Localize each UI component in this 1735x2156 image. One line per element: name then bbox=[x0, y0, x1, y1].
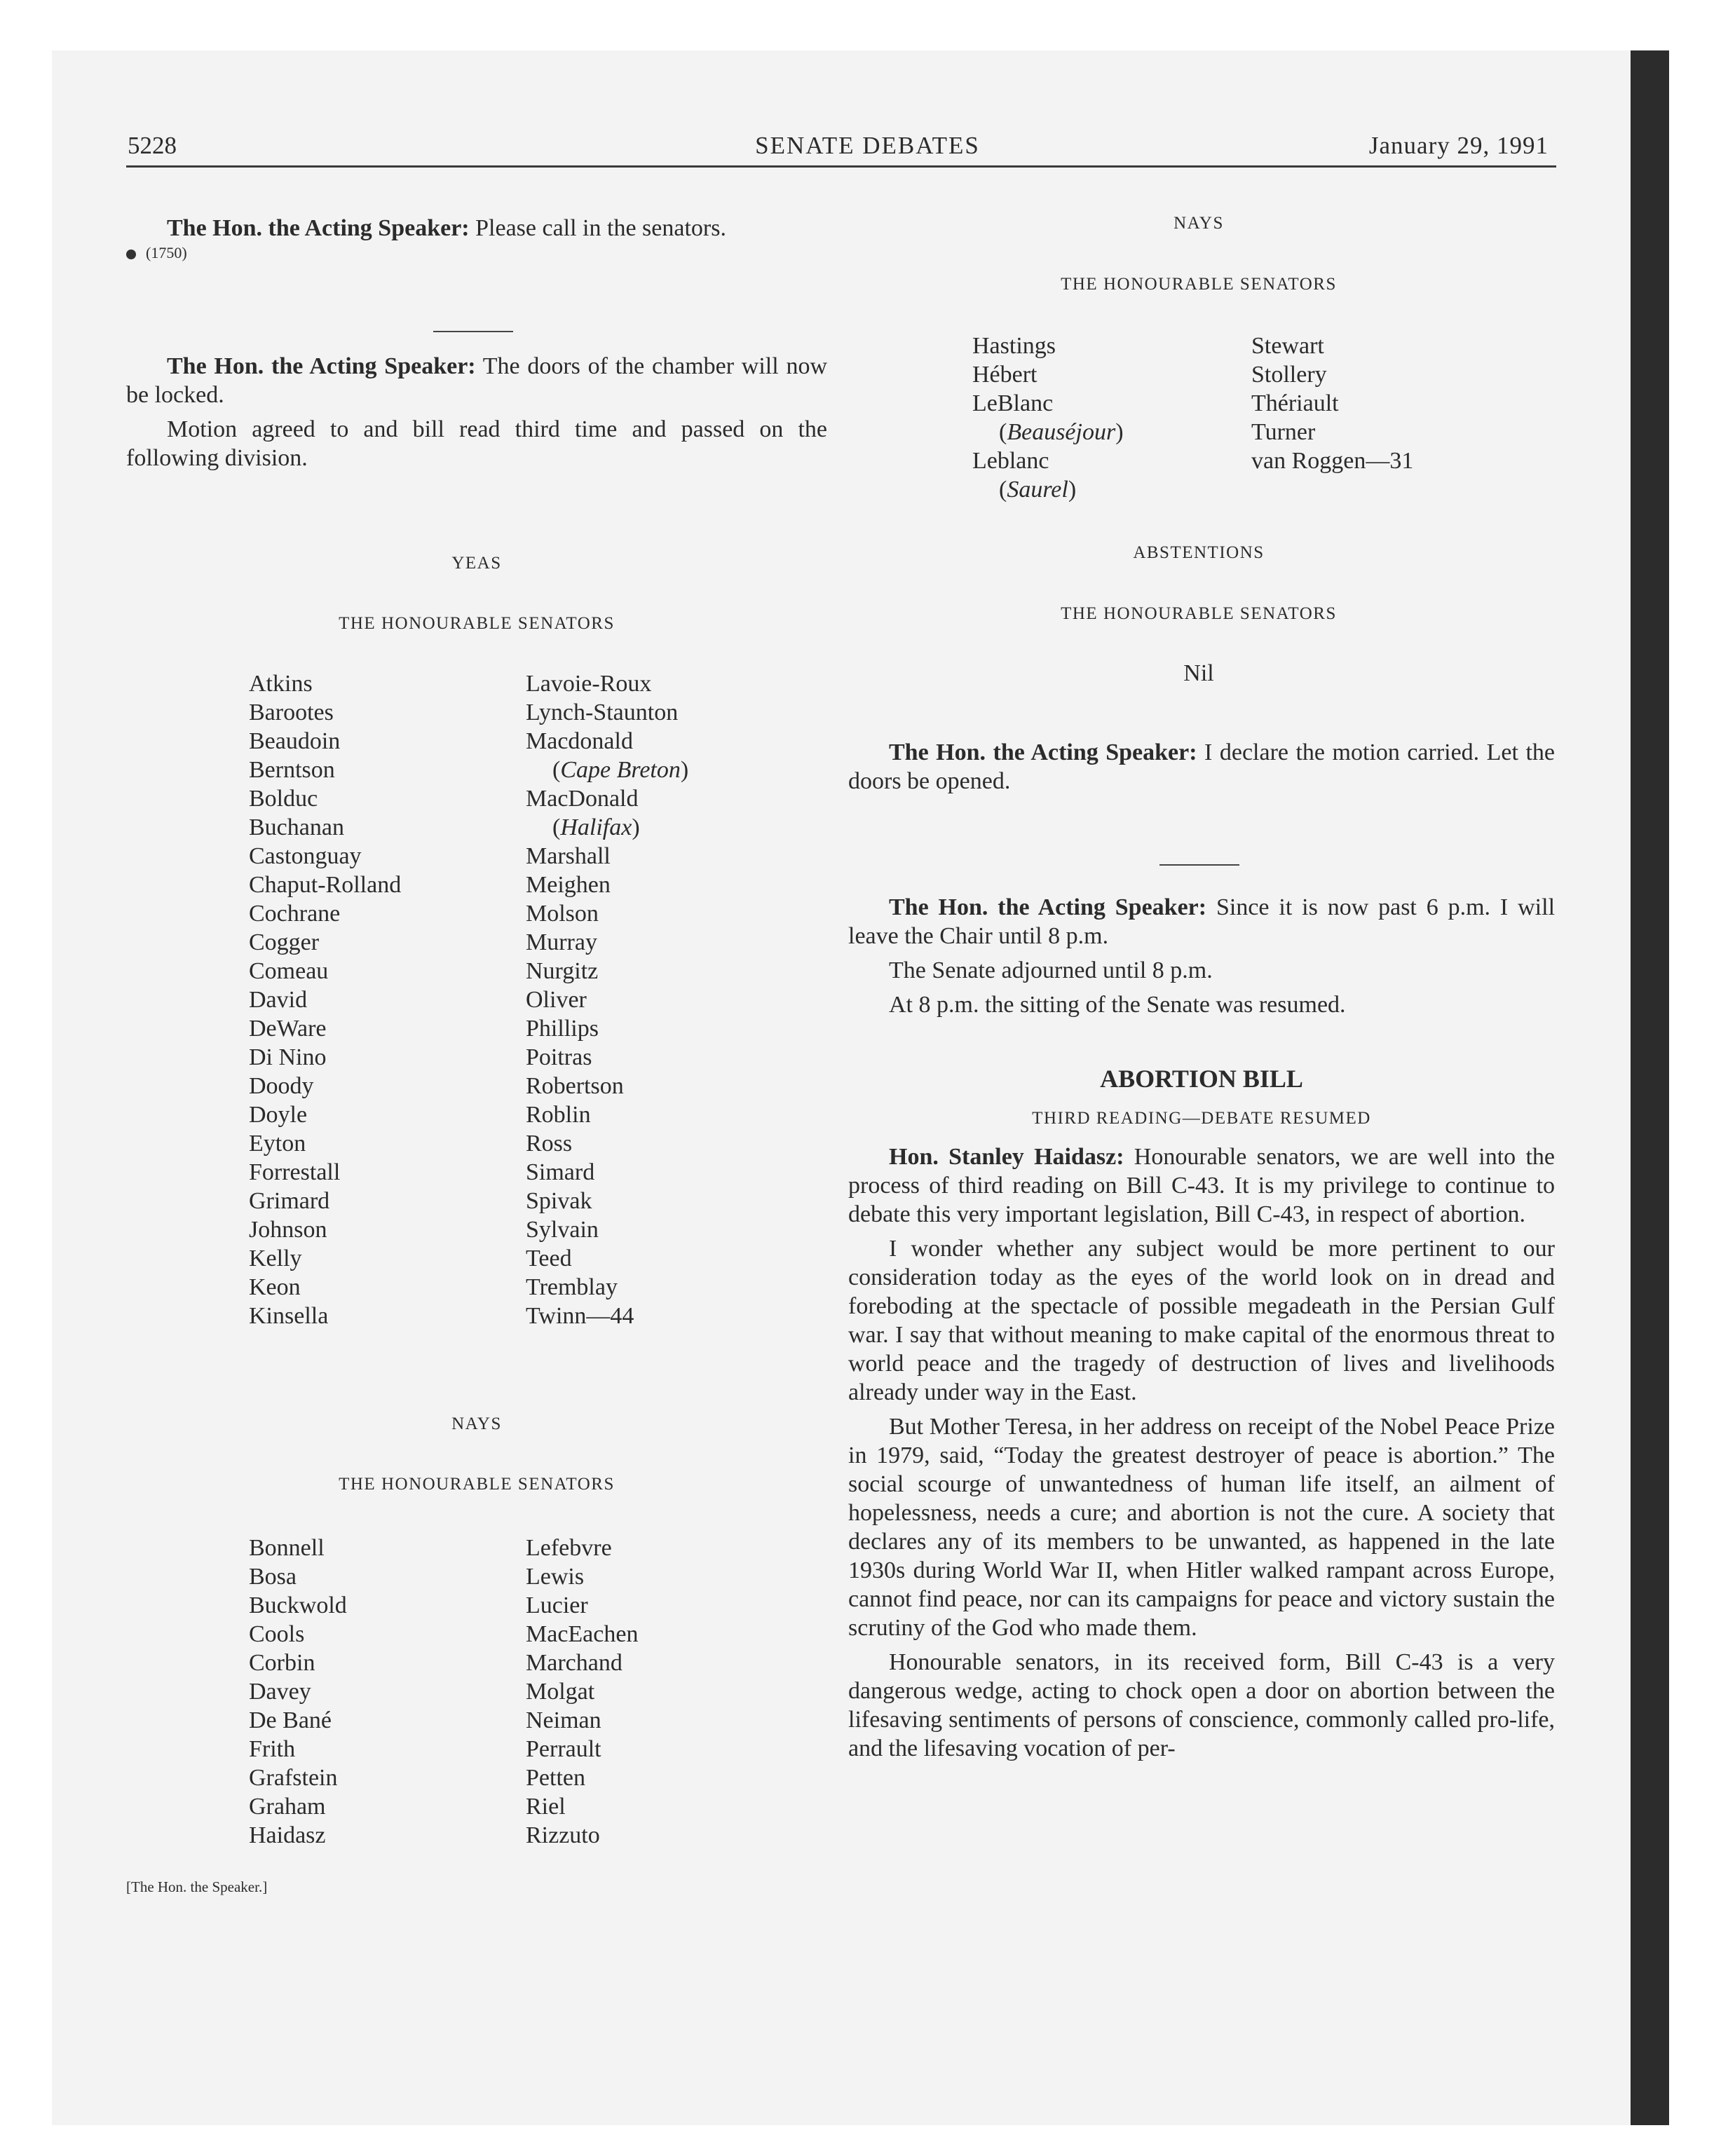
senator-name: Keon bbox=[249, 1274, 301, 1300]
senator-name: (Beauséjour) bbox=[999, 419, 1124, 445]
senator-name: Haidasz bbox=[249, 1822, 326, 1848]
paragraph: The Senate adjourned until 8 p.m. bbox=[889, 957, 1213, 983]
senator-name: Hastings bbox=[972, 333, 1056, 359]
senator-name: Poitras bbox=[526, 1044, 592, 1070]
senator-name: Beaudoin bbox=[249, 728, 341, 754]
paragraph: At 8 p.m. the sitting of the Senate was resumed. bbox=[889, 992, 1346, 1018]
senator-name: MacDonald bbox=[526, 786, 639, 812]
paragraph-text: Please call in the senators. bbox=[469, 215, 726, 241]
senator-name: Berntson bbox=[249, 757, 335, 783]
senator-name: Bolduc bbox=[249, 786, 318, 812]
right-column-block1 bbox=[848, 738, 1555, 796]
speaker-paragraph bbox=[126, 352, 827, 409]
senator-name: Marchand bbox=[526, 1650, 622, 1676]
senator-name: LeBlanc bbox=[972, 390, 1054, 416]
yeas-subheading: THE HONOURABLE SENATORS bbox=[339, 614, 615, 633]
paragraph: But Mother Teresa, in her address on receipt of the Nobel Peace Prize in 1979, said, “Today the greatest destroyer of peace is abortion.” The social scourge of unwantedness of human life itself, an ailment of hopelessness, needs a cure; and abortion is not the cure. A society that declares any of its members to be unwanted, as happened in the late 1930s during World War II, when Hitler walked rampant across Europe, cannot find peace, nor can its campaigns for peace and victory sustain the scrutiny of the God who made them. bbox=[848, 1414, 1555, 1641]
abstentions-heading: ABSTENTIONS bbox=[1133, 543, 1265, 562]
senator-name: Macdonald bbox=[526, 728, 633, 754]
senator-name: Robertson bbox=[526, 1073, 624, 1099]
nays-subheading: THE HONOURABLE SENATORS bbox=[339, 1475, 615, 1494]
abstentions-value: Nil bbox=[1183, 660, 1214, 686]
senator-name: Davey bbox=[249, 1679, 311, 1705]
senator-name: Barootes bbox=[249, 700, 334, 725]
senator-name: Perrault bbox=[526, 1736, 601, 1762]
senator-name: Spivak bbox=[526, 1188, 592, 1214]
page-number: 5228 bbox=[128, 132, 177, 159]
senator-name: Graham bbox=[249, 1794, 326, 1820]
senator-name: Lynch-Staunton bbox=[526, 700, 679, 725]
bullet-icon bbox=[126, 250, 136, 259]
speaker-paragraph bbox=[848, 1142, 1555, 1229]
senator-name: Phillips bbox=[526, 1016, 599, 1042]
senator-name: Di Nino bbox=[249, 1044, 327, 1070]
senator-name: Kinsella bbox=[249, 1303, 329, 1329]
speaker-name: The Hon. the Acting Speaker: bbox=[889, 894, 1207, 920]
speaker-name: The Hon. the Acting Speaker: bbox=[167, 353, 476, 379]
senator-name: Nurgitz bbox=[526, 958, 599, 984]
senator-name: Chaput-Rolland bbox=[249, 872, 402, 898]
header-date: January 29, 1991 bbox=[1368, 132, 1549, 159]
paragraph-text: I declare the motion carried. Let the doors be opened. bbox=[848, 739, 1555, 794]
senator-name: Bosa bbox=[249, 1564, 297, 1590]
senator-name: Lefebvre bbox=[526, 1535, 612, 1561]
senator-name: Twinn—44 bbox=[526, 1303, 634, 1329]
right-nays-subheading: THE HONOURABLE SENATORS bbox=[1061, 275, 1337, 294]
header-rule bbox=[126, 165, 1556, 168]
senator-name: Lewis bbox=[526, 1564, 585, 1590]
senator-name: Cogger bbox=[249, 929, 320, 955]
senator-name: Buchanan bbox=[249, 814, 344, 840]
senator-name: Murray bbox=[526, 929, 597, 955]
senator-name: MacEachen bbox=[526, 1621, 639, 1647]
senator-name: Molgat bbox=[526, 1679, 595, 1705]
senator-name: Lavoie-Roux bbox=[526, 671, 652, 697]
abstentions-subheading: THE HONOURABLE SENATORS bbox=[1061, 604, 1337, 623]
right-nays-heading: NAYS bbox=[1173, 214, 1224, 233]
senator-name: Tremblay bbox=[526, 1274, 618, 1300]
senator-name: Forrestall bbox=[249, 1159, 341, 1185]
time-marker: (1750) bbox=[126, 244, 827, 262]
speaker-paragraph bbox=[848, 893, 1555, 950]
section-divider bbox=[433, 331, 513, 332]
senator-name: DeWare bbox=[249, 1016, 327, 1042]
left-column-mid bbox=[126, 352, 827, 472]
senator-name: Johnson bbox=[249, 1217, 327, 1243]
senator-name: Leblanc bbox=[972, 448, 1049, 474]
paragraph: I wonder whether any subject would be more pertinent to our consideration today as the eyes of the world look on in dread and foreboding at the spectacle of possible megadeath in the Persian Gulf war. I say that without meaning to make capital of the enormous threat to world peace and the tragedy of destruction of lives and livelihoods already under way in the East. bbox=[848, 1236, 1555, 1405]
senator-name: Grimard bbox=[249, 1188, 330, 1214]
senator-name: Stollery bbox=[1251, 362, 1327, 388]
yeas-heading: YEAS bbox=[451, 554, 502, 573]
speaker-paragraph bbox=[126, 214, 827, 243]
section-subtitle: THIRD READING—DEBATE RESUMED bbox=[1032, 1109, 1371, 1128]
senator-name: David bbox=[249, 987, 308, 1013]
senator-name: Doody bbox=[249, 1073, 314, 1099]
senator-name: (Saurel) bbox=[999, 477, 1077, 503]
senator-name: De Bané bbox=[249, 1707, 332, 1733]
senator-name: Turner bbox=[1251, 419, 1316, 445]
senator-name: Frith bbox=[249, 1736, 296, 1762]
paragraph-text: Honourable senators, we are well into the process of third reading on Bill C-43. It is my privilege to continue to debate this very important legislation, Bill C-43, in respect of abortion. bbox=[848, 1144, 1555, 1227]
senator-name: Roblin bbox=[526, 1102, 591, 1128]
nays-heading: NAYS bbox=[451, 1414, 502, 1433]
senator-name: Grafstein bbox=[249, 1765, 338, 1791]
senator-name: Simard bbox=[526, 1159, 595, 1185]
senator-name: Meighen bbox=[526, 872, 611, 898]
speaker-name: The Hon. the Acting Speaker: bbox=[167, 215, 470, 241]
senator-name: (Cape Breton) bbox=[552, 757, 689, 783]
senator-name: Comeau bbox=[249, 958, 329, 984]
paragraph: Motion agreed to and bill read third time and passed on the following division. bbox=[126, 416, 827, 471]
publication-title: SENATE DEBATES bbox=[755, 132, 980, 159]
speaker-paragraph bbox=[848, 738, 1555, 796]
senator-name: Oliver bbox=[526, 987, 587, 1013]
senator-name: Buckwold bbox=[249, 1592, 347, 1618]
right-column-block2 bbox=[848, 893, 1555, 1019]
senator-name: Ross bbox=[526, 1131, 573, 1157]
senator-name: Teed bbox=[526, 1246, 572, 1271]
senator-name: Cochrane bbox=[249, 901, 341, 927]
footer-note: [The Hon. the Speaker.] bbox=[126, 1878, 268, 1895]
senator-name: Cools bbox=[249, 1621, 305, 1647]
section-divider bbox=[1159, 864, 1239, 866]
speaker-name: The Hon. the Acting Speaker: bbox=[889, 739, 1197, 765]
speaker-name: Hon. Stanley Haidasz: bbox=[889, 1144, 1124, 1170]
senator-name: Lucier bbox=[526, 1592, 588, 1618]
scan-binding-edge bbox=[1631, 50, 1669, 2125]
senator-name: Corbin bbox=[249, 1650, 315, 1676]
senator-name: Stewart bbox=[1251, 333, 1324, 359]
right-column-speech bbox=[848, 1142, 1555, 1763]
senator-name: Marshall bbox=[526, 843, 611, 869]
senator-name: Hébert bbox=[972, 362, 1037, 388]
senator-name: (Halifax) bbox=[552, 814, 640, 840]
senator-name: Castonguay bbox=[249, 843, 362, 869]
left-column-top bbox=[126, 214, 827, 262]
senator-name: Molson bbox=[526, 901, 599, 927]
senator-name: Doyle bbox=[249, 1102, 308, 1128]
senator-name: Petten bbox=[526, 1765, 585, 1791]
senator-name: Bonnell bbox=[249, 1535, 325, 1561]
paragraph-text: Since it is now past 6 p.m. I will leave the Chair until 8 p.m. bbox=[848, 894, 1556, 949]
senator-name: Sylvain bbox=[526, 1217, 599, 1243]
paragraph-text: The doors of the chamber will now be locked. bbox=[126, 353, 828, 408]
senator-name: Atkins bbox=[249, 671, 313, 697]
section-title: ABORTION BILL bbox=[1100, 1065, 1303, 1093]
senator-name: Rizzuto bbox=[526, 1822, 600, 1848]
senator-name: Riel bbox=[526, 1794, 566, 1820]
senator-name: van Roggen—31 bbox=[1251, 448, 1414, 474]
senator-name: Eyton bbox=[249, 1131, 306, 1157]
senator-name: Kelly bbox=[249, 1246, 302, 1271]
senator-name: Thériault bbox=[1251, 390, 1339, 416]
senator-name: Neiman bbox=[526, 1707, 601, 1733]
paragraph: Honourable senators, in its received form, Bill C-43 is a very dangerous wedge, acting to chock open a door on abortion between the lifesaving sentiments of persons of conscience, commonly called pro-life, and the lifesaving vocation of per- bbox=[848, 1649, 1555, 1761]
